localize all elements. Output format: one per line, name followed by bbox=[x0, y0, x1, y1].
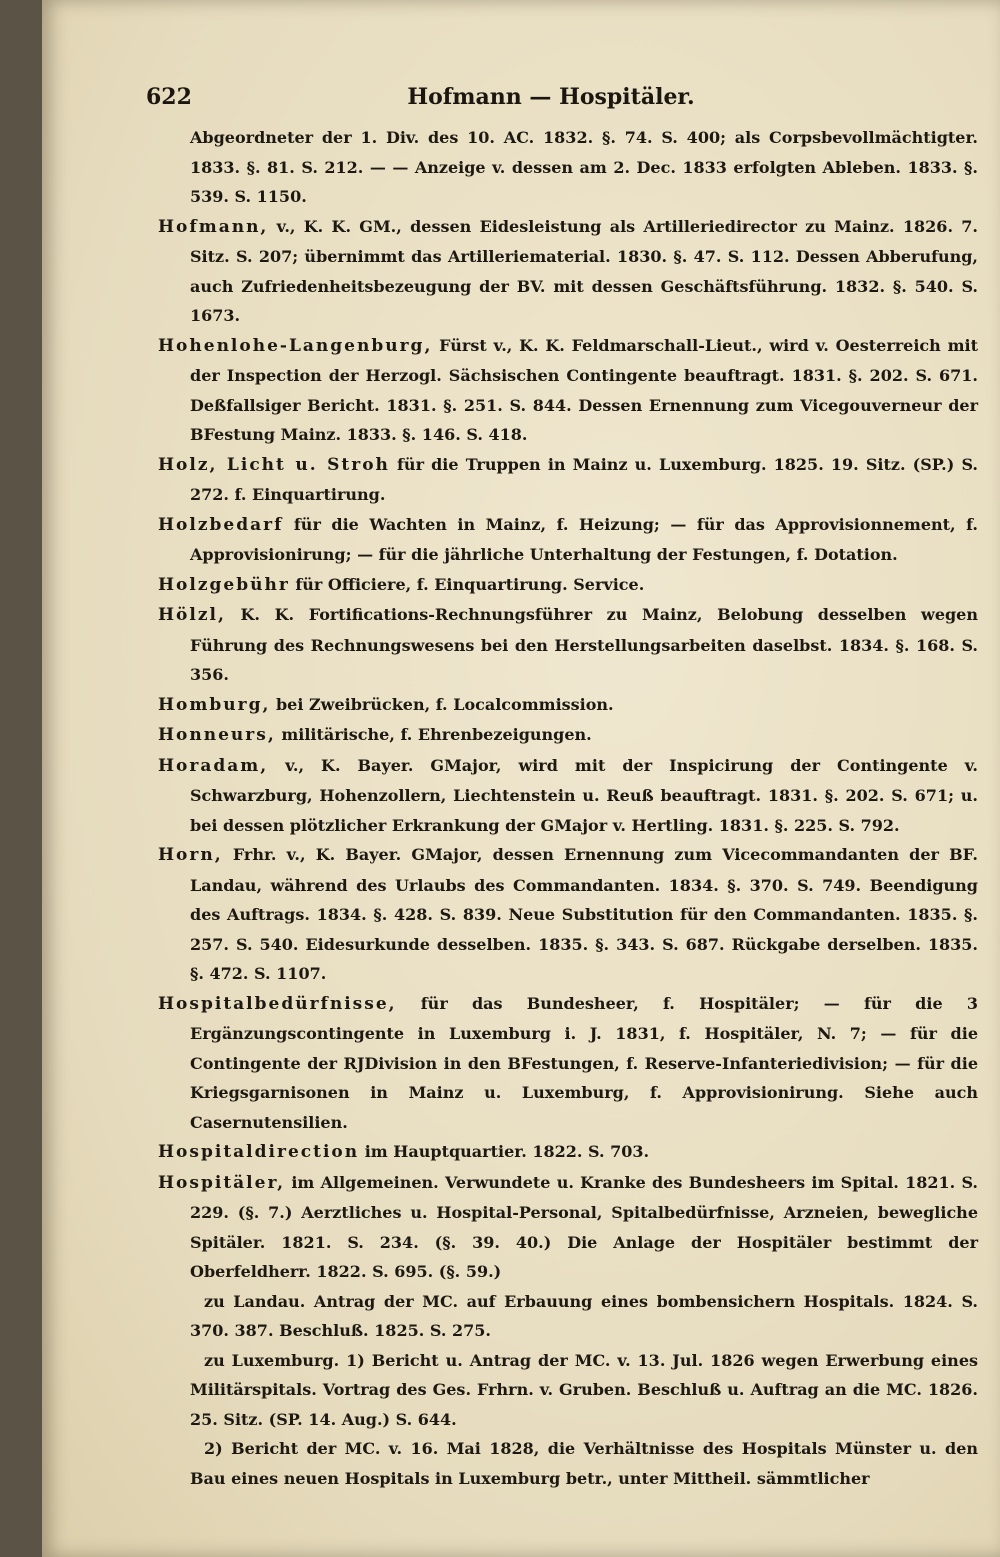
entry-text: im Hauptquartier. 1822. S. 703. bbox=[364, 1142, 650, 1161]
entry-text: für das Bundesheer, f. Hospitäler; — für die 3 Ergänzungscontingente in Luxemburg i. J. 1831, f. Hospitäler, N. 7; — für die Contingente der RJDivision in den BFestungen, f. Reserve-Infanteriedivision; — für die Kriegsgarnisonen in Mainz u. Luxemburg, f. Approvisionirung. Siehe auch Casernutensilien. bbox=[190, 993, 978, 1132]
entry-text: Fürst v., K. K. Feldmarschall-Lieut., wird v. Oesterreich mit der Inspection der Herzogl. Sächsischen Contingente beauftragt. 1831. §. 202. S. 671. Deßfallsiger Bericht. 1831. §. 251. S. 844. Dessen Ernennung zum Vicegouverneur der BFestung Mainz. 1833. §. 146. S. 418. bbox=[190, 335, 978, 444]
entry-text: für die Truppen in Mainz u. Luxemburg. 1825. 19. Sitz. (SP.) S. 272. f. Einquartirung. bbox=[190, 454, 978, 504]
index-content bbox=[158, 123, 978, 1493]
index-entry bbox=[158, 570, 978, 601]
entry-head: Horn, bbox=[158, 845, 223, 865]
entry-head: Holzgebühr bbox=[158, 574, 290, 595]
entry-head: Honneurs, bbox=[158, 725, 276, 745]
index-subentry bbox=[158, 1287, 978, 1346]
page-header bbox=[42, 80, 1000, 120]
entry-text: Abgeordneter der 1. Div. des 10. AC. 1832. §. 74. S. 400; als Corpsbevollmächtigter. 1833. §. 81. S. 212. — — Anzeige v. dessen am 2. Dec. 1833 erfolgten Ableben. 1833. §. 539. S. 1150. bbox=[190, 128, 978, 206]
index-entry bbox=[158, 331, 978, 450]
index-entry bbox=[158, 1168, 978, 1287]
entry-head: Holzbedarf bbox=[158, 514, 284, 535]
index-entry bbox=[158, 510, 978, 570]
index-entry bbox=[158, 989, 978, 1138]
entry-text: K. K. Fortifications-Rechnungsführer zu Mainz, Belobung desselben wegen Führung des Rechnungswesens bei den Herstellungsarbeiten daselbst. 1834. §. 168. S. 356. bbox=[190, 605, 978, 684]
entry-text: bei Zweibrücken, f. Localcommission. bbox=[275, 694, 614, 714]
subentry-text: zu Landau. Antrag der MC. auf Erbauung eines bombensichern Hospitals. 1824. S. 370. 387. Beschluß. 1825. S. 275. bbox=[190, 1291, 978, 1340]
entry-head: Hospitäler, bbox=[158, 1172, 286, 1193]
page-number: 622 bbox=[146, 84, 192, 110]
entry-text: für Officiere, f. Einquartirung. Service. bbox=[295, 574, 645, 594]
entry-text: im Allgemeinen. Verwundete u. Kranke des Bundesheers im Spital. 1821. S. 229. (§. 7.) Aerztliches u. Hospital-Personal, Spitalbedürfnisse, Arzneien, bewegliche Spitäler. 1821. S. 234. (§. 39. 40.) Die Anlage der Hospitäler bestimmt der Oberfeldherr. 1822. S. 695. (§. 59.) bbox=[190, 1172, 978, 1281]
entry-head: Holz, Licht u. Stroh bbox=[158, 454, 390, 475]
index-entry bbox=[158, 212, 978, 331]
entry-text: militärische, f. Ehrenbezeigungen. bbox=[281, 725, 592, 744]
entry-head: Horadam, bbox=[158, 755, 269, 776]
index-entry bbox=[158, 123, 978, 212]
entry-text: für die Wachten in Mainz, f. Heizung; — für das Approvisionnement, f. Approvisionirung; — für die jährliche Unterhaltung der Festungen, f. Dotation. bbox=[190, 514, 979, 564]
index-entry bbox=[158, 840, 978, 989]
index-subentry bbox=[158, 1434, 978, 1493]
page bbox=[42, 0, 1000, 1557]
entry-head: Hohenlohe-Langenburg, bbox=[158, 335, 433, 356]
index-subentry bbox=[158, 1346, 978, 1435]
index-entry bbox=[158, 720, 978, 751]
running-head: Hofmann — Hospitäler. bbox=[407, 84, 695, 110]
entry-head: Hofmann, bbox=[158, 216, 269, 237]
index-entry bbox=[158, 690, 978, 721]
subentry-text: zu Luxemburg. 1) Bericht u. Antrag der MC. v. 13. Jul. 1826 wegen Erwerbung eines Militärspitals. Vortrag des Ges. Frhrn. v. Gruben. Beschluß u. Auftrag an die MC. 1826. 25. Sitz. (SP. 14. Aug.) S. 644. bbox=[190, 1350, 978, 1429]
entry-head: Hospitalbedürfnisse, bbox=[158, 993, 397, 1014]
entry-head: Homburg, bbox=[158, 694, 271, 715]
entry-head: Hölzl, bbox=[158, 605, 226, 625]
index-entry bbox=[158, 600, 978, 690]
index-entry bbox=[158, 1137, 978, 1168]
subentry-text: 2) Bericht der MC. v. 16. Mai 1828, die Verhältnisse des Hospitals Münster u. den Bau eines neuen Hospitals in Luxemburg betr., unter Mittheil. sämmtlicher bbox=[190, 1439, 978, 1488]
entry-text: v., K. Bayer. GMajor, wird mit der Inspicirung der Contingente v. Schwarzburg, Hohenzollern, Liechtenstein u. Reuß beauftragt. 1831. §. 202. S. 671; u. bei dessen plötzlicher Erkrankung der GMajor v. Hertling. 1831. §. 225. S. 792. bbox=[190, 755, 979, 835]
entry-text: v., K. K. GM., dessen Eidesleistung als Artilleriedirector zu Mainz. 1826. 7. Sitz. S. 207; übernimmt das Artilleriematerial. 1830. §. 47. S. 112. Dessen Abberufung, auch Zufriedenheitsbezeugung der BV. mit dessen Geschäftsführung. 1832. §. 540. S. 1673. bbox=[190, 216, 979, 325]
entry-head: Hospitaldirection bbox=[158, 1142, 360, 1162]
index-entry bbox=[158, 751, 978, 841]
index-entry bbox=[158, 450, 978, 510]
entry-text: Frhr. v., K. Bayer. GMajor, dessen Ernennung zum Vicecommandanten der BF. Landau, während des Urlaubs des Commandanten. 1834. §. 370. S. 749. Beendigung des Auftrags. 1834. §. 428. S. 839. Neue Substitution für den Commandanten. 1835. §. 257. S. 540. Eidesurkunde desselben. 1835. §. 343. S. 687. Rückgabe derselben. 1835. §. 472. S. 1107. bbox=[190, 845, 978, 983]
